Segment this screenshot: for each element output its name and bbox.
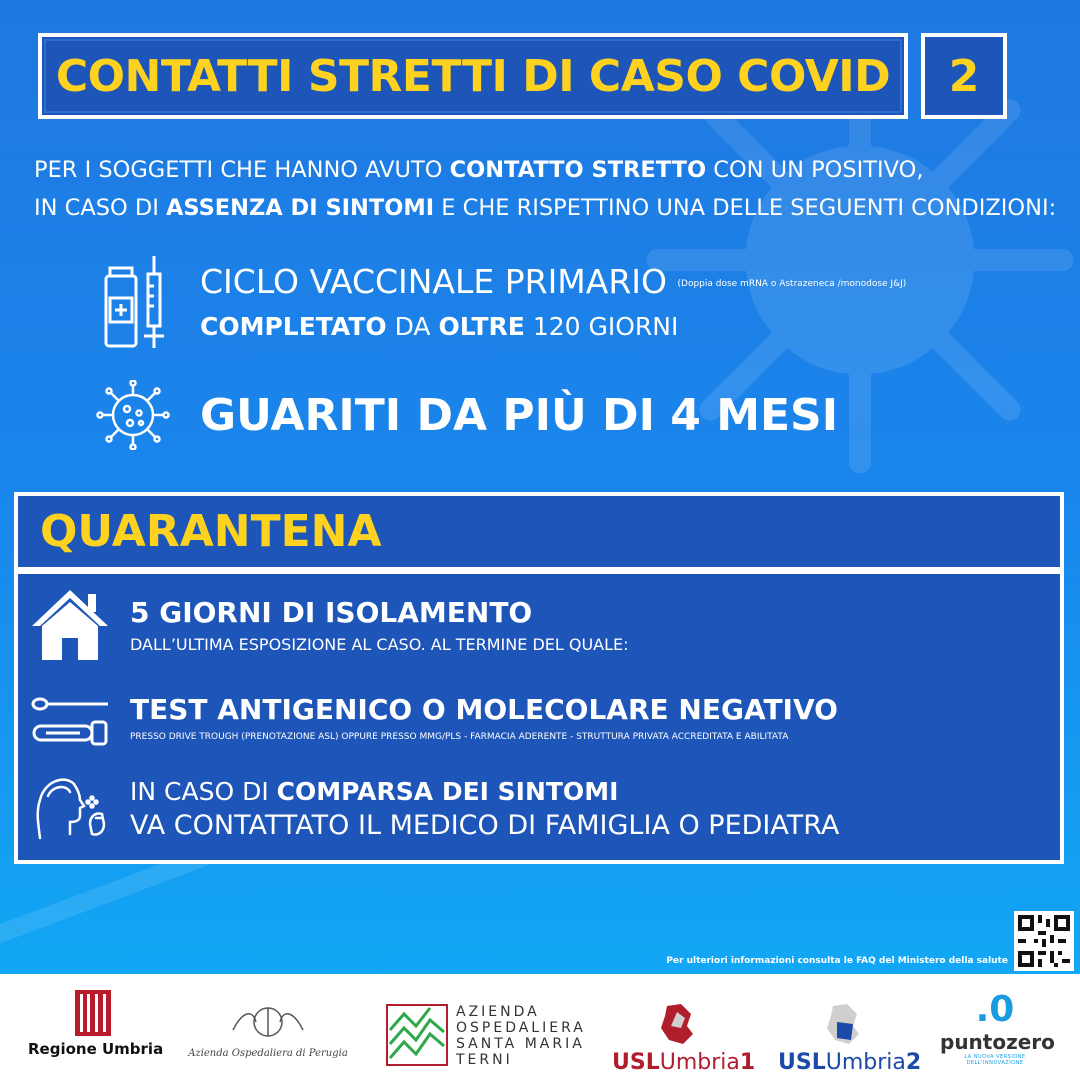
coughing-person-icon	[34, 772, 110, 846]
usl2-prefix: USL	[778, 1050, 826, 1075]
symptoms-text: IN CASO DI	[130, 777, 277, 806]
intro-text-part: CON UN POSITIVO,	[706, 157, 924, 183]
intro-emphasis: CONTATTO STRETTO	[449, 157, 707, 183]
logo-usl-umbria-1	[612, 1002, 756, 1075]
test-title: TEST ANTIGENICO O MOLECOLARE NEGATIVO	[130, 693, 838, 726]
quarantine-title: QUARANTENA	[40, 506, 382, 557]
test-item	[130, 693, 838, 742]
quarantine-divider	[14, 567, 1064, 571]
page-number-box	[921, 33, 1007, 119]
ao-terni-line: AZIENDA	[456, 1004, 540, 1020]
logo-ao-perugia	[180, 1000, 356, 1059]
vaccine-text: 120 GIORNI	[524, 312, 679, 341]
ao-terni-icon	[386, 1004, 448, 1066]
isolation-subtitle: DALL’ULTIMA ESPOSIZIONE AL CASO. AL TERMINE DEL QUALE:	[130, 635, 629, 654]
logo-usl-umbria-2	[778, 1002, 922, 1075]
vaccine-note: (Doppia dose mRNA o Astrazeneca /monodose J&J)	[677, 279, 907, 289]
puntozero-tagline: LA NUOVA VERSIONE DELL'INNOVAZIONE	[964, 1054, 1026, 1066]
intro-text-part: IN CASO DI	[34, 195, 166, 221]
ao-terni-line: TERNI	[456, 1052, 513, 1068]
ao-terni-line: SANTA MARIA	[456, 1036, 585, 1052]
footer-logos	[0, 974, 1080, 1080]
intro-emphasis: ASSENZA DI SINTOMI	[165, 195, 435, 221]
logo-puntozero	[940, 989, 1055, 1066]
vaccine-emphasis: COMPLETATO	[200, 312, 387, 341]
puntozero-label: puntozero	[940, 1030, 1055, 1054]
usl1-name: Umbria	[659, 1050, 740, 1075]
puntozero-mark: .0	[975, 989, 1015, 1030]
symptoms-item	[130, 775, 839, 843]
ao-perugia-label: Azienda Ospedaliera di Perugia	[188, 1048, 348, 1059]
symptoms-emphasis: COMPARSA DEI SINTOMI	[276, 777, 619, 806]
intro-text-part: PER I SOGGETTI CHE HANNO AVUTO	[34, 157, 450, 183]
test-subtitle: PRESSO DRIVE TROUGH (PRENOTAZIONE ASL) OPPURE PRESSO MMG/PLS - FARMACIA ADERENTE - STRUTTURA PRIVATA ACCREDITATA E ABILITATA	[130, 732, 789, 742]
regione-label: Regione Umbria	[28, 1040, 164, 1058]
vaccine-vial-syringe-icon	[100, 254, 170, 354]
quarantine-header	[14, 492, 1064, 570]
title-box	[38, 33, 908, 119]
condition-vaccine	[200, 258, 906, 348]
vaccine-text: DA	[386, 312, 439, 341]
logo-regione-umbria	[28, 990, 164, 1058]
isolation-title: 5 GIORNI DI ISOLAMENTO	[130, 596, 533, 629]
vaccine-title: CICLO VACCINALE PRIMARIO	[200, 262, 667, 301]
house-icon	[30, 586, 110, 666]
isolation-item	[130, 596, 629, 654]
page-number: 2	[948, 50, 980, 102]
usl1-prefix: USL	[612, 1050, 660, 1075]
usl1-map-icon	[657, 1002, 697, 1046]
qr-code[interactable]	[1014, 911, 1074, 971]
page-title: CONTATTI STRETTI DI CASO COVID	[55, 50, 891, 102]
faq-link[interactable]: Per ulteriori informazioni consulta le FAQ del Ministero della salute	[666, 956, 1008, 966]
usl2-number: 2	[905, 1050, 922, 1075]
ao-perugia-crest-icon	[223, 1000, 313, 1044]
intro-text-part: E CHE RISPETTINO UNA DELLE SEGUENTI CONDIZIONI:	[434, 195, 1057, 221]
test-swab-icon	[30, 694, 112, 752]
usl2-name: Umbria	[825, 1050, 906, 1075]
ao-terni-line: OSPEDALIERA	[456, 1020, 586, 1036]
condition-recovered: GUARITI DA PIÙ DI 4 MESI	[200, 390, 839, 441]
symptoms-line2: VA CONTATTATO IL MEDICO DI FAMIGLIA O PEDIATRA	[130, 810, 840, 841]
regione-umbria-icon	[75, 990, 111, 1036]
virus-icon	[96, 380, 170, 454]
vaccine-emphasis: OLTRE	[438, 312, 525, 341]
usl2-map-icon	[823, 1002, 863, 1046]
usl1-number: 1	[739, 1050, 756, 1075]
intro-text	[34, 151, 1064, 227]
